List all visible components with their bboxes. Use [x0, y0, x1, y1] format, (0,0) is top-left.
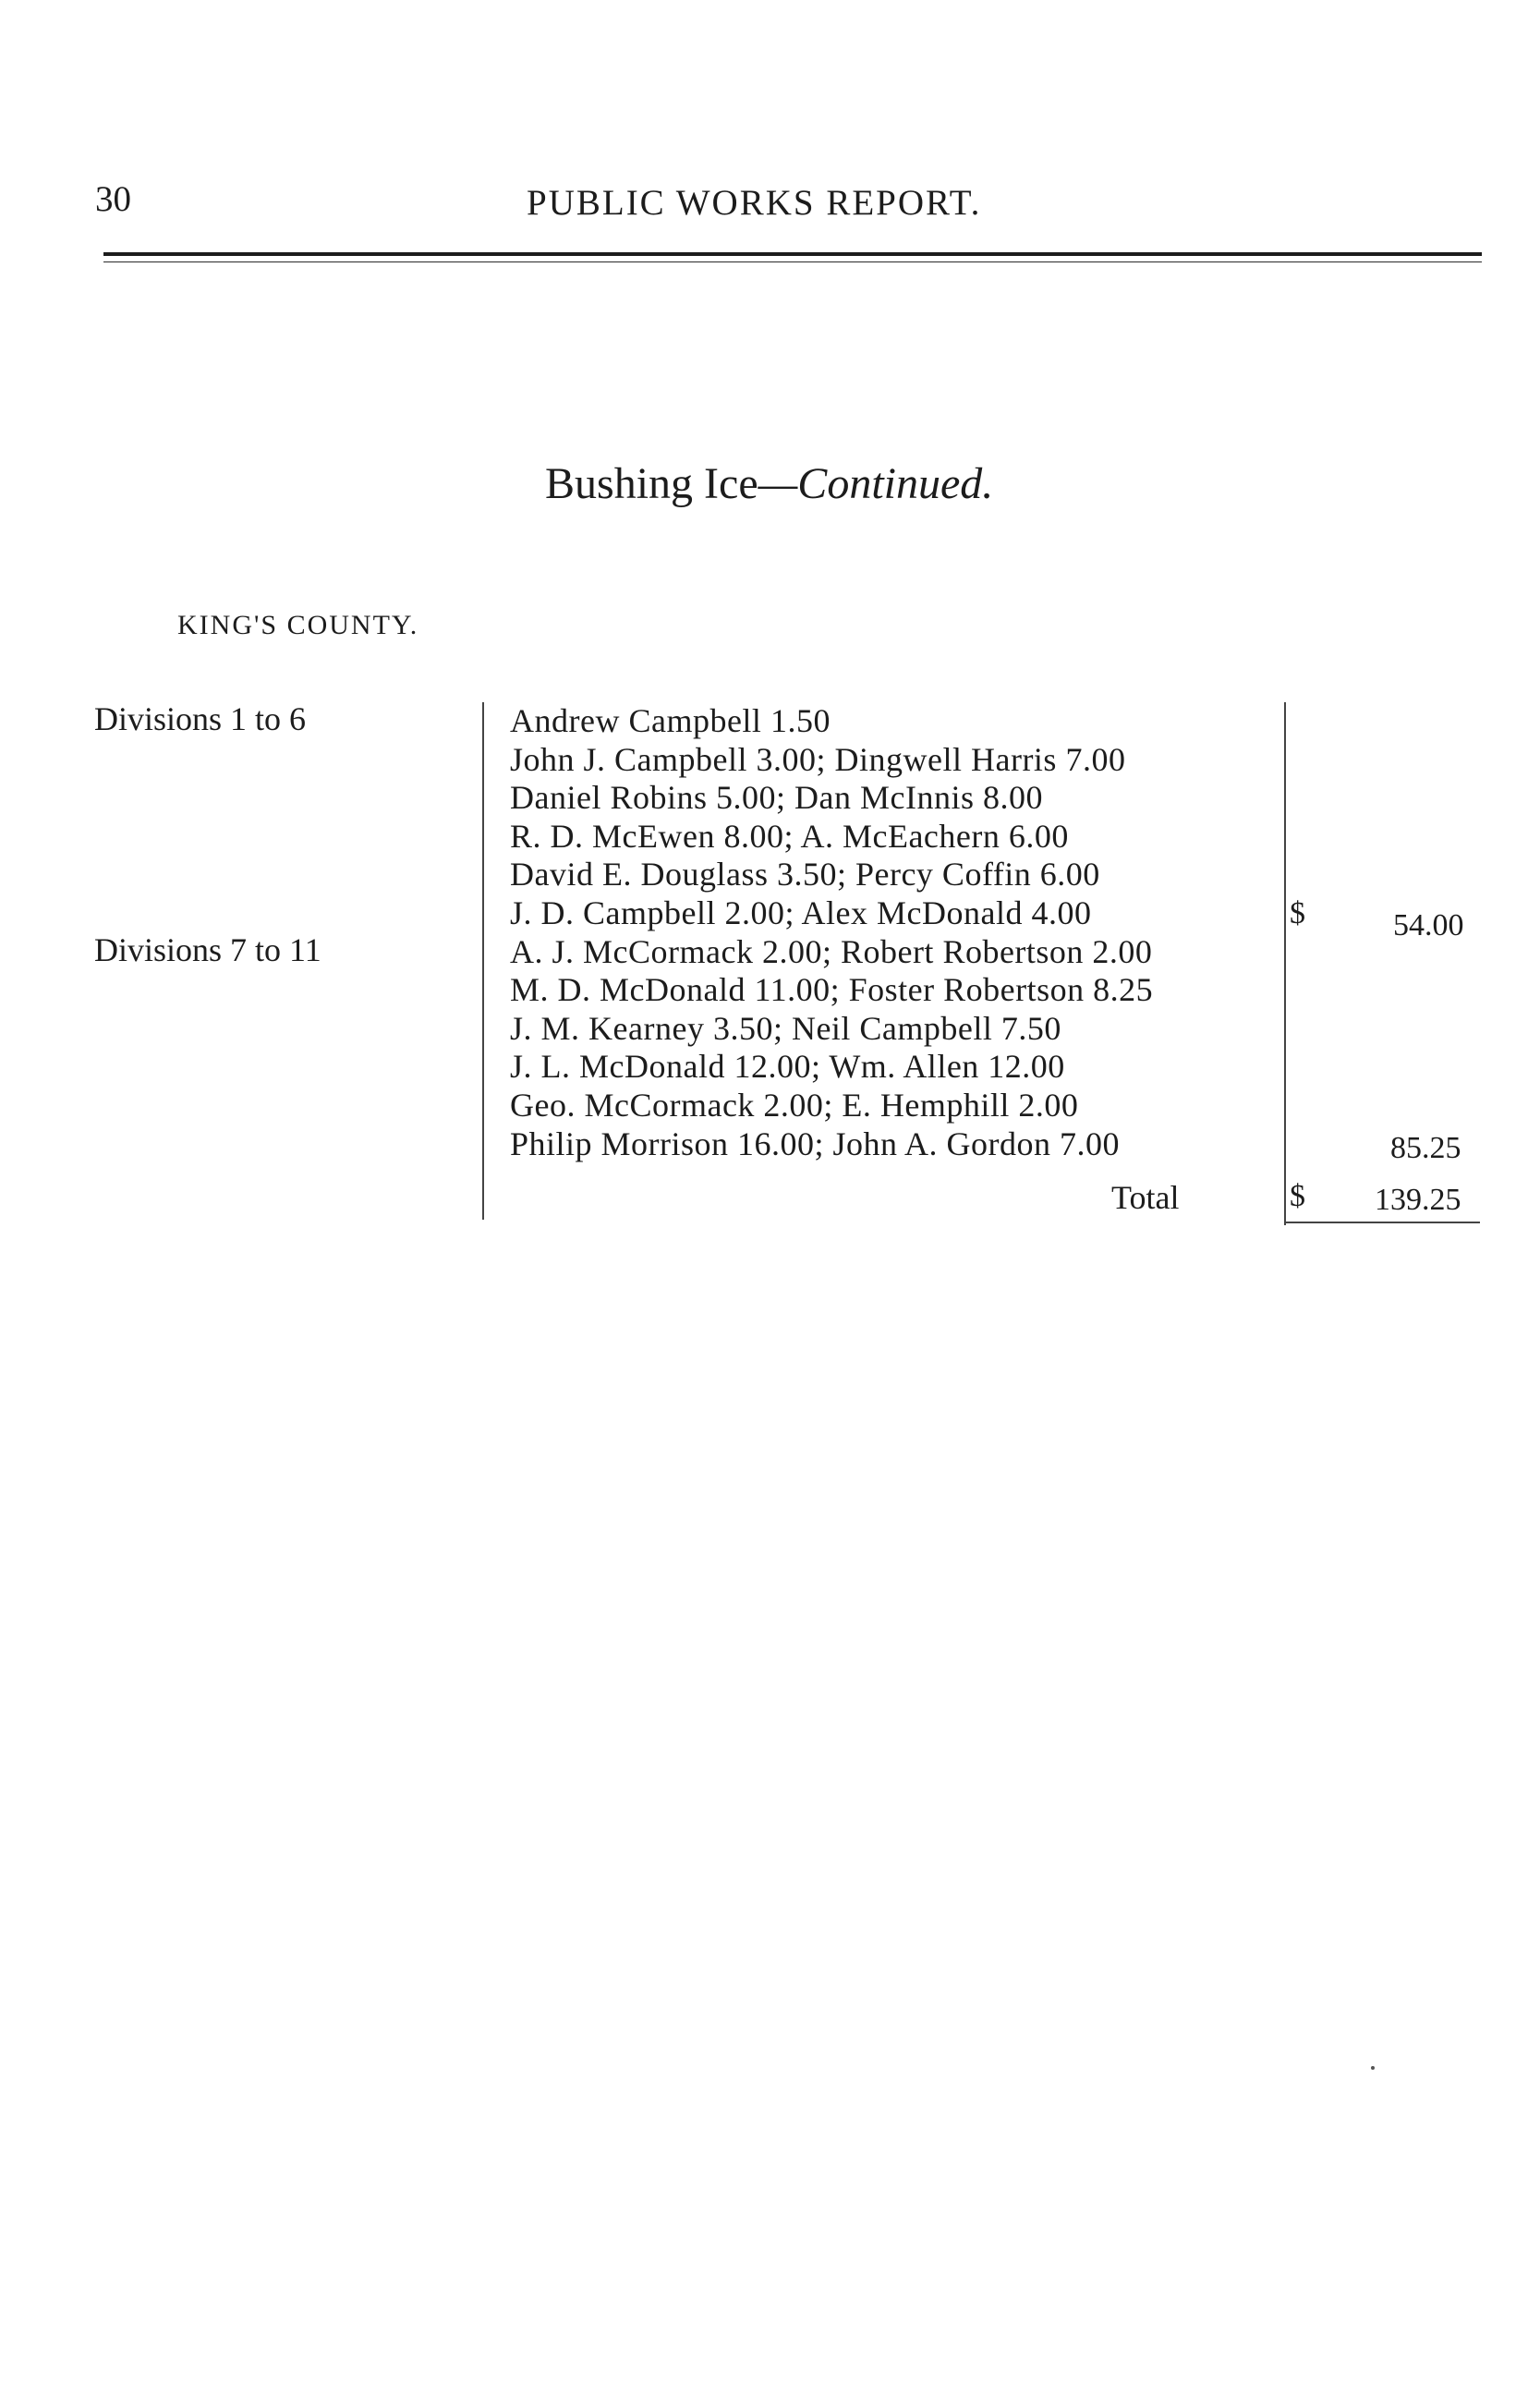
subtotal-divisions-7-to-11: 85.25 [1390, 1131, 1461, 1165]
section-title-main: Bushing Ice [545, 459, 758, 508]
division-label-7-to-11: Divisions 7 to 11 [94, 931, 321, 968]
total-amount: 139.25 [1375, 1183, 1461, 1217]
column-rule-right [1284, 702, 1286, 1225]
header-rule-thin [103, 261, 1482, 262]
division-label-1-to-6: Divisions 1 to 6 [94, 700, 307, 737]
subtotal-divisions-1-to-6: 54.00 [1393, 908, 1464, 942]
list-item: J. M. Kearney 3.50; Neil Campbell 7.50 [510, 1009, 1061, 1047]
list-item: John J. Campbell 3.00; Dingwell Harris 7.00 [510, 740, 1126, 778]
payee-list [510, 702, 1153, 1163]
header-rule-thick [103, 252, 1482, 256]
list-item: J. L. McDonald 12.00; Wm. Allen 12.00 [510, 1048, 1065, 1086]
list-item: Daniel Robins 5.00; Dan McInnis 8.00 [510, 779, 1043, 817]
list-item: Andrew Campbell 1.50 [510, 702, 831, 739]
section-title [545, 459, 994, 508]
dollar-sign-total: $ [1290, 1179, 1305, 1213]
list-item: R. D. McEwen 8.00; A. McEachern 6.00 [510, 817, 1069, 855]
section-title-continued: —Continued. [758, 459, 994, 508]
total-rule [1284, 1222, 1480, 1223]
list-item: J. D. Campbell 2.00; Alex McDonald 4.00 [510, 894, 1092, 931]
dollar-sign-subtotal: $ [1290, 896, 1305, 930]
list-item: Geo. McCormack 2.00; E. Hemphill 2.00 [510, 1086, 1079, 1124]
page-number: 30 [95, 179, 131, 219]
list-item: Philip Morrison 16.00; John A. Gordon 7.00 [510, 1124, 1121, 1162]
list-item: A. J. McCormack 2.00; Robert Robertson 2.00 [510, 932, 1153, 970]
paper-speck [1371, 2066, 1375, 2070]
county-heading: KING'S COUNTY. [177, 610, 419, 640]
list-item: M. D. McDonald 11.00; Foster Robertson 8.25 [510, 971, 1154, 1009]
running-title: PUBLIC WORKS REPORT. [527, 183, 982, 223]
list-item: David E. Douglass 3.50; Percy Coffin 6.00 [510, 856, 1100, 894]
column-rule-left [482, 702, 484, 1220]
total-label: Total [1111, 1179, 1180, 1216]
